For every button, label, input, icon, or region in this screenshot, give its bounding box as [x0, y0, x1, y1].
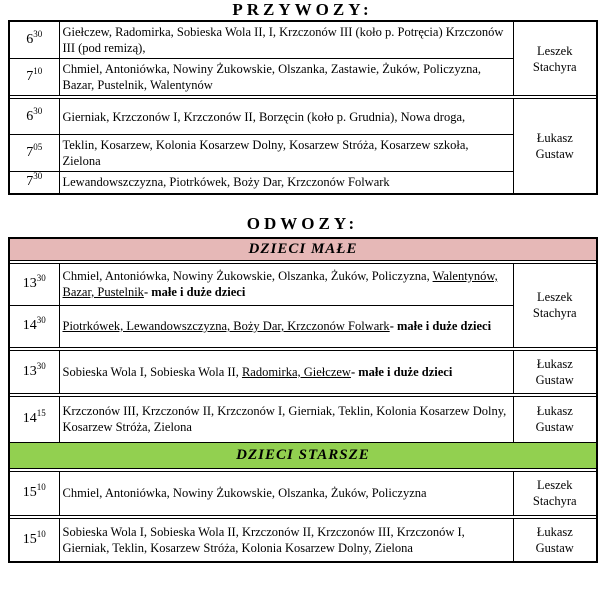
driver-cell: Łukasz Gustaw	[513, 396, 597, 442]
route-cell: Chmiel, Antoniówka, Nowiny Żukowskie, Olszanka, Zastawie, Żuków, Policzyzna, Bazar, Pustelnik, Walentynów	[59, 59, 513, 96]
table-row	[9, 305, 597, 347]
route-cell: Teklin, Kosarzew, Kolonia Kosarzew Dolny, Kosarzew Stróża, Kosarzew szkoła, Zielona	[59, 135, 513, 172]
table-row	[9, 172, 597, 194]
time-cell: $7^{10}$	[9, 59, 59, 96]
route-cell: Sobieska Wola I, Sobieska Wola II, Radomirka, Giełczew- małe i duże dzieci	[59, 350, 513, 393]
time-cell: $6^{30}$	[9, 99, 59, 135]
time-cell: $7^{30}$	[9, 172, 59, 194]
driver-cell: Łukasz Gustaw	[513, 518, 597, 562]
table-row	[9, 135, 597, 172]
time-cell: $7^{05}$	[9, 135, 59, 172]
group-header-row	[9, 442, 597, 468]
route-cell: Gierniak, Krzczonów I, Krzczonów II, Borzęcin (koło p. Grudnia), Nowa droga,	[59, 99, 513, 135]
time-cell: $15^{10}$	[9, 471, 59, 515]
group-label: DZIECI STARSZE	[9, 442, 597, 468]
group-header-row	[9, 238, 597, 260]
route-cell: Piotrkówek, Lewandowszczyzna, Boży Dar, Krzczonów Folwark- małe i duże dzieci	[59, 305, 513, 347]
table-row	[9, 263, 597, 305]
route-cell: Lewandowszczyzna, Piotrkówek, Boży Dar, Krzczonów Folwark	[59, 172, 513, 194]
table-row	[9, 59, 597, 96]
driver-cell: Łukasz Gustaw	[513, 350, 597, 393]
odwozy-title: ODWOZY:	[246, 214, 359, 233]
route-cell: Sobieska Wola I, Sobieska Wola II, Krzczonów II, Krzczonów III, Krzczonów I, Gierniak, Teklin, Kosarzew Stróża, Kolonia Kosarzew Dolny, Zielona	[59, 518, 513, 562]
table-row	[9, 350, 597, 393]
table-row	[9, 21, 597, 59]
route-cell: Krzczonów III, Krzczonów II, Krzczonów I, Gierniak, Teklin, Kolonia Kosarzew Dolny, Kosarzew Stróża, Zielona	[59, 396, 513, 442]
time-cell: $13^{30}$	[9, 350, 59, 393]
table-row	[9, 471, 597, 515]
table-row	[9, 99, 597, 135]
przywozy-table	[8, 20, 598, 195]
time-cell: $14^{15}$	[9, 396, 59, 442]
table-row	[9, 396, 597, 442]
table-row	[9, 518, 597, 562]
time-cell: $15^{10}$	[9, 518, 59, 562]
driver-cell: Leszek Stachyra	[513, 263, 597, 347]
route-cell: Giełczew, Radomirka, Sobieska Wola II, I, Krzczonów III (koło p. Potręcia) Krzczonów III (pod remizą),	[59, 21, 513, 59]
route-cell: Chmiel, Antoniówka, Nowiny Żukowskie, Olszanka, Żuków, Policzyzna, Walentynów, Bazar, Pustelnik- małe i duże dzieci	[59, 263, 513, 305]
przywozy-title: PRZYWOZY:	[232, 0, 373, 19]
group-label: DZIECI MAŁE	[9, 238, 597, 260]
odwozy-table	[8, 237, 598, 563]
time-cell: $6^{30}$	[9, 21, 59, 59]
time-cell: $14^{30}$	[9, 305, 59, 347]
route-cell: Chmiel, Antoniówka, Nowiny Żukowskie, Olszanka, Żuków, Policzyzna	[59, 471, 513, 515]
time-cell: $13^{30}$	[9, 263, 59, 305]
driver-cell: Leszek Stachyra	[513, 21, 597, 96]
driver-cell: Łukasz Gustaw	[513, 99, 597, 194]
driver-cell: Leszek Stachyra	[513, 471, 597, 515]
